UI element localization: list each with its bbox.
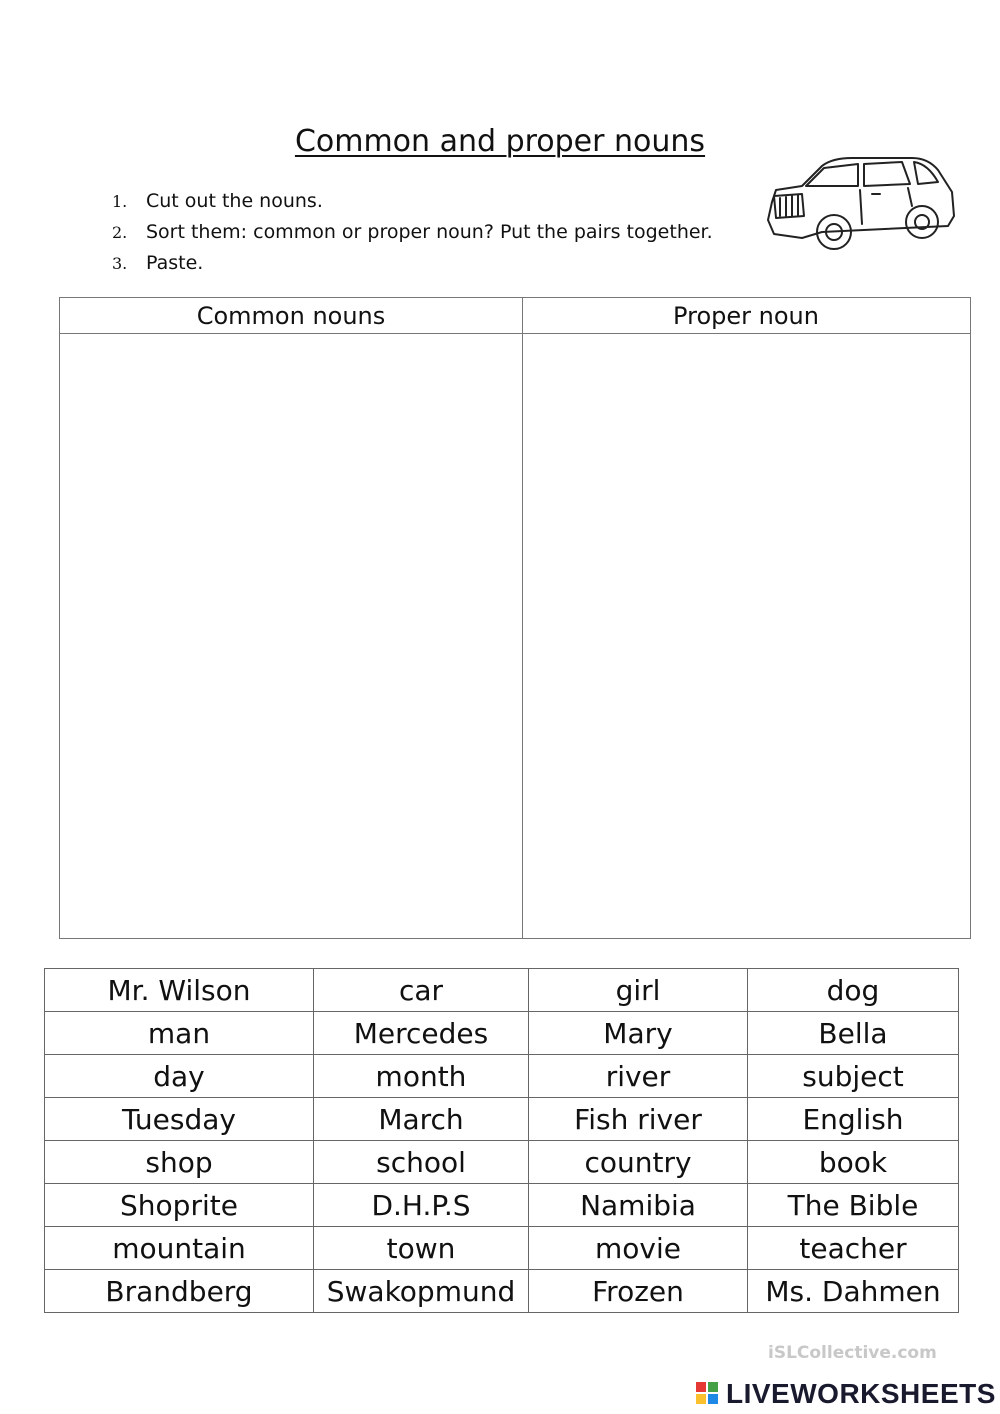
- column-divider: [522, 298, 523, 938]
- noun-card[interactable]: town: [314, 1227, 529, 1270]
- car-illustration: [762, 150, 962, 262]
- noun-card[interactable]: month: [314, 1055, 529, 1098]
- noun-card[interactable]: teacher: [748, 1227, 959, 1270]
- noun-card[interactable]: Shoprite: [45, 1184, 314, 1227]
- table-row: [45, 1227, 959, 1270]
- noun-card[interactable]: Swakopmund: [314, 1270, 529, 1313]
- noun-card[interactable]: Mary: [529, 1012, 748, 1055]
- logo-square: [708, 1394, 718, 1404]
- noun-card[interactable]: girl: [529, 969, 748, 1012]
- table-row: [45, 1012, 959, 1055]
- noun-card[interactable]: mountain: [45, 1227, 314, 1270]
- noun-card[interactable]: shop: [45, 1141, 314, 1184]
- instruction-item: 3. Paste.: [112, 252, 204, 274]
- table-row: [45, 1270, 959, 1313]
- noun-card[interactable]: Bella: [748, 1012, 959, 1055]
- noun-card[interactable]: school: [314, 1141, 529, 1184]
- proper-noun-header: Proper noun: [522, 298, 970, 334]
- instructions-list: [112, 186, 713, 279]
- sort-table: [59, 297, 971, 939]
- table-row: [45, 1098, 959, 1141]
- noun-card[interactable]: river: [529, 1055, 748, 1098]
- instruction-item: 1. Cut out the nouns.: [112, 190, 323, 212]
- noun-card[interactable]: dog: [748, 969, 959, 1012]
- proper-noun-drop-area[interactable]: [524, 334, 970, 938]
- noun-card[interactable]: Mercedes: [314, 1012, 529, 1055]
- logo-square: [696, 1382, 706, 1392]
- noun-card[interactable]: subject: [748, 1055, 959, 1098]
- noun-card[interactable]: Frozen: [529, 1270, 748, 1313]
- noun-card[interactable]: Brandberg: [45, 1270, 314, 1313]
- logo-square: [696, 1394, 706, 1404]
- table-row: [45, 1141, 959, 1184]
- instruction-item: 2. Sort them: common or proper noun? Put the pairs together.: [112, 221, 713, 243]
- noun-card[interactable]: book: [748, 1141, 959, 1184]
- liveworksheets-brand[interactable]: [696, 1376, 996, 1412]
- logo-square: [708, 1382, 718, 1392]
- noun-card[interactable]: movie: [529, 1227, 748, 1270]
- table-row: [45, 1184, 959, 1227]
- noun-card[interactable]: Namibia: [529, 1184, 748, 1227]
- noun-card[interactable]: Fish river: [529, 1098, 748, 1141]
- table-row: [45, 1055, 959, 1098]
- noun-card[interactable]: day: [45, 1055, 314, 1098]
- common-nouns-header: Common nouns: [60, 298, 522, 334]
- liveworksheets-brand-name: LIVEWORKSHEETS: [726, 1378, 996, 1409]
- islcollective-watermark: iSLCollective.com: [768, 1343, 937, 1363]
- noun-card[interactable]: Tuesday: [45, 1098, 314, 1141]
- nouns-table: [44, 968, 959, 1313]
- noun-card[interactable]: man: [45, 1012, 314, 1055]
- table-row: [45, 969, 959, 1012]
- liveworksheets-logo-icon: [696, 1382, 720, 1406]
- noun-card[interactable]: D.H.P.S: [314, 1184, 529, 1227]
- noun-card[interactable]: English: [748, 1098, 959, 1141]
- noun-card[interactable]: March: [314, 1098, 529, 1141]
- noun-card[interactable]: country: [529, 1141, 748, 1184]
- common-nouns-drop-area[interactable]: [60, 334, 522, 938]
- noun-card[interactable]: car: [314, 969, 529, 1012]
- noun-card[interactable]: The Bible: [748, 1184, 959, 1227]
- noun-card[interactable]: Ms. Dahmen: [748, 1270, 959, 1313]
- noun-card[interactable]: Mr. Wilson: [45, 969, 314, 1012]
- page-title: Common and proper nouns: [294, 124, 706, 159]
